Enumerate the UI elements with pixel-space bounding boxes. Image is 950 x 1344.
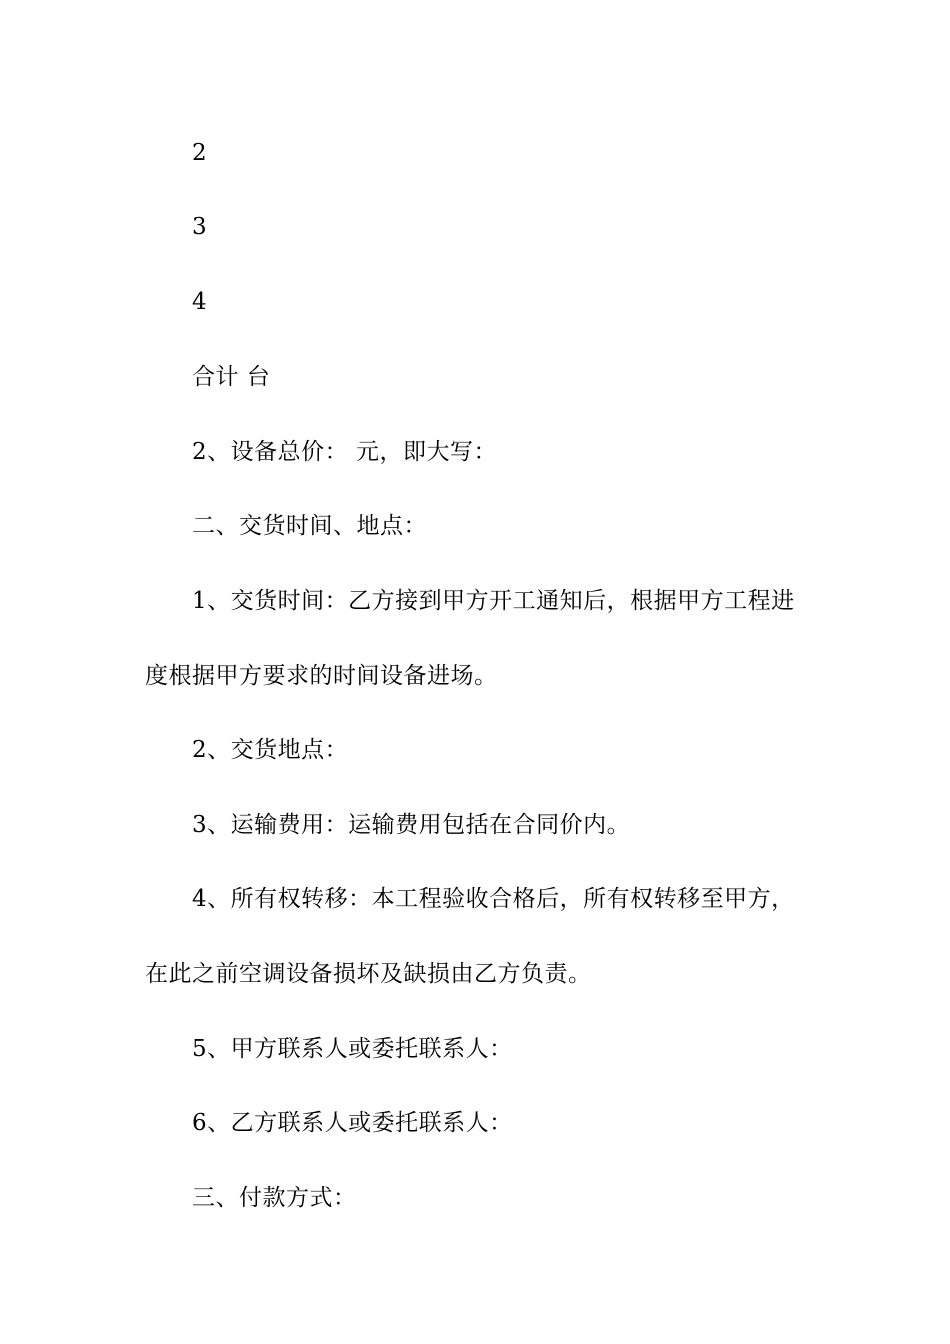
table-row-number-3: 3 [192,214,208,240]
ownership-transfer-paragraph: 4、所有权转移：本工程验收合格后，所有权转移至甲方， [192,886,795,912]
section-heading-delivery: 二、交货时间、地点： [192,513,427,539]
party-b-contact-line: 6、乙方联系人或委托联系人： [192,1110,513,1136]
delivery-time-paragraph-continued: 度根据甲方要求的时间设备进场。 [145,663,498,689]
table-row-number-4: 4 [192,289,208,315]
ownership-transfer-paragraph-continued: 在此之前空调设备损坏及缺损由乙方负责。 [145,961,592,987]
transport-cost-line: 3、运输费用：运输费用包括在合同价内。 [192,812,631,838]
delivery-time-paragraph: 1、交货时间：乙方接到甲方开工通知后，根据甲方工程进 [192,588,795,614]
section-heading-payment: 三、付款方式： [192,1185,357,1211]
table-row-number-2: 2 [192,140,208,166]
delivery-location-line: 2、交货地点： [192,737,349,763]
equipment-total-price-line: 2、设备总价： 元，即大写： [192,439,497,465]
party-a-contact-line: 5、甲方联系人或委托联系人： [192,1036,513,1062]
total-units-line: 合计 台 [192,364,271,390]
